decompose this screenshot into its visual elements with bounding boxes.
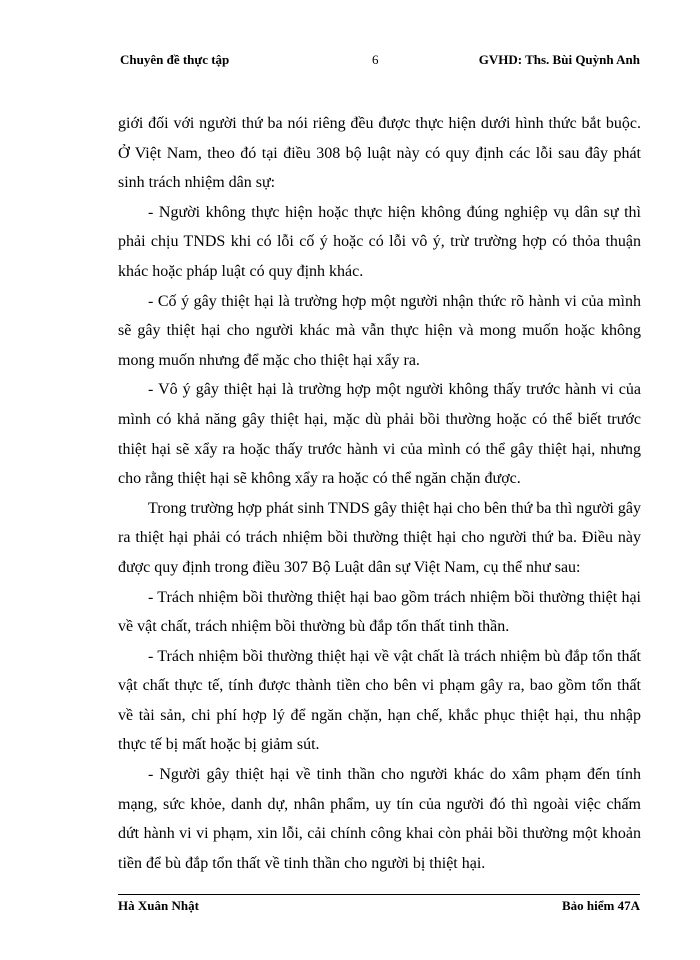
footer-author: Hà Xuân Nhật [118, 898, 199, 913]
page-header [120, 52, 640, 72]
header-page-number: 6 [372, 52, 379, 67]
paragraph-8: - Người gây thiệt hại về tinh thần cho người khác do xâm phạm đến tính mạng, sức khỏe, danh dự, nhân phẩm, uy tín của người đó thì ngoài việc chấm dứt hành vi vi phạm, xin lỗi, cải chính công khai còn phải bồi thường một khoản tiền để bù đắp tổn thất về tinh thần cho người bị thiệt hại. [118, 766, 641, 872]
page-footer [118, 898, 640, 918]
paragraph-6: - Trách nhiệm bồi thường thiệt hại bao gồm trách nhiệm bồi thường thiệt hại về vật chất, trách nhiệm bồi thường bù đắp tổn thất tinh thần. [118, 588, 641, 636]
header-document-title: Chuyên đề thực tập [120, 52, 230, 67]
paragraph-5: Trong trường hợp phát sinh TNDS gây thiệt hại cho bên thứ ba thì người gây ra thiệt hại phải có trách nhiệm bồi thường thiệt hại cho người thứ ba. Điều này được quy định trong điều 307 Bộ Luật dân sự Việt Nam, cụ thể như sau: [118, 499, 641, 576]
header-supervisor: GVHD: Ths. Bùi Quỳnh Anh [478, 52, 640, 67]
paragraph-2: - Người không thực hiện hoặc thực hiện không đúng nghiệp vụ dân sự thì phải chịu TNDS khi có lỗi cố ý hoặc có lỗi vô ý, trừ trường hợp có thỏa thuận khác hoặc pháp luật có quy định khác. [118, 203, 641, 280]
page-body [118, 109, 641, 878]
paragraph-1: giới đối với người thứ ba nói riêng đều được thực hiện dưới hình thức bắt buộc. Ở Việt Nam, theo đó tại điều 308 bộ luật này có quy định các lỗi sau đây phát sinh trách nhiệm dân sự: [118, 115, 641, 192]
footer-divider [118, 894, 640, 895]
paragraph-4: - Vô ý gây thiệt hại là trường hợp một người không thấy trước hành vi của mình có khả năng gây thiệt hại, mặc dù phải bồi thường hoặc có thể biết trước thiệt hại sẽ xẩy ra hoặc thấy trước hành vi của mình có thể gây thiệt hại, nhưng cho rằng thiệt hại sẽ không xẩy ra hoặc có thể ngăn chặn được. [118, 381, 641, 488]
paragraph-7: - Trách nhiệm bồi thường thiệt hại về vật chất là trách nhiệm bù đắp tổn thất vật chất thực tế, tính được thành tiền cho bên vi phạm gây ra, bao gồm tổn thất về tài sản, chi phí hợp lý để ngăn chặn, hạn chế, khắc phục thiệt hại, thu nhập thực tế bị mất hoặc bị giảm sút. [118, 647, 641, 754]
paragraph-3: - Cố ý gây thiệt hại là trường hợp một người nhận thức rõ hành vi của mình sẽ gây thiệt hại cho người khác mà vẫn thực hiện và mong muốn hoặc không mong muốn nhưng để mặc cho thiệt hại xẩy ra. [118, 292, 641, 369]
footer-class: Bảo hiểm 47A [562, 898, 640, 913]
